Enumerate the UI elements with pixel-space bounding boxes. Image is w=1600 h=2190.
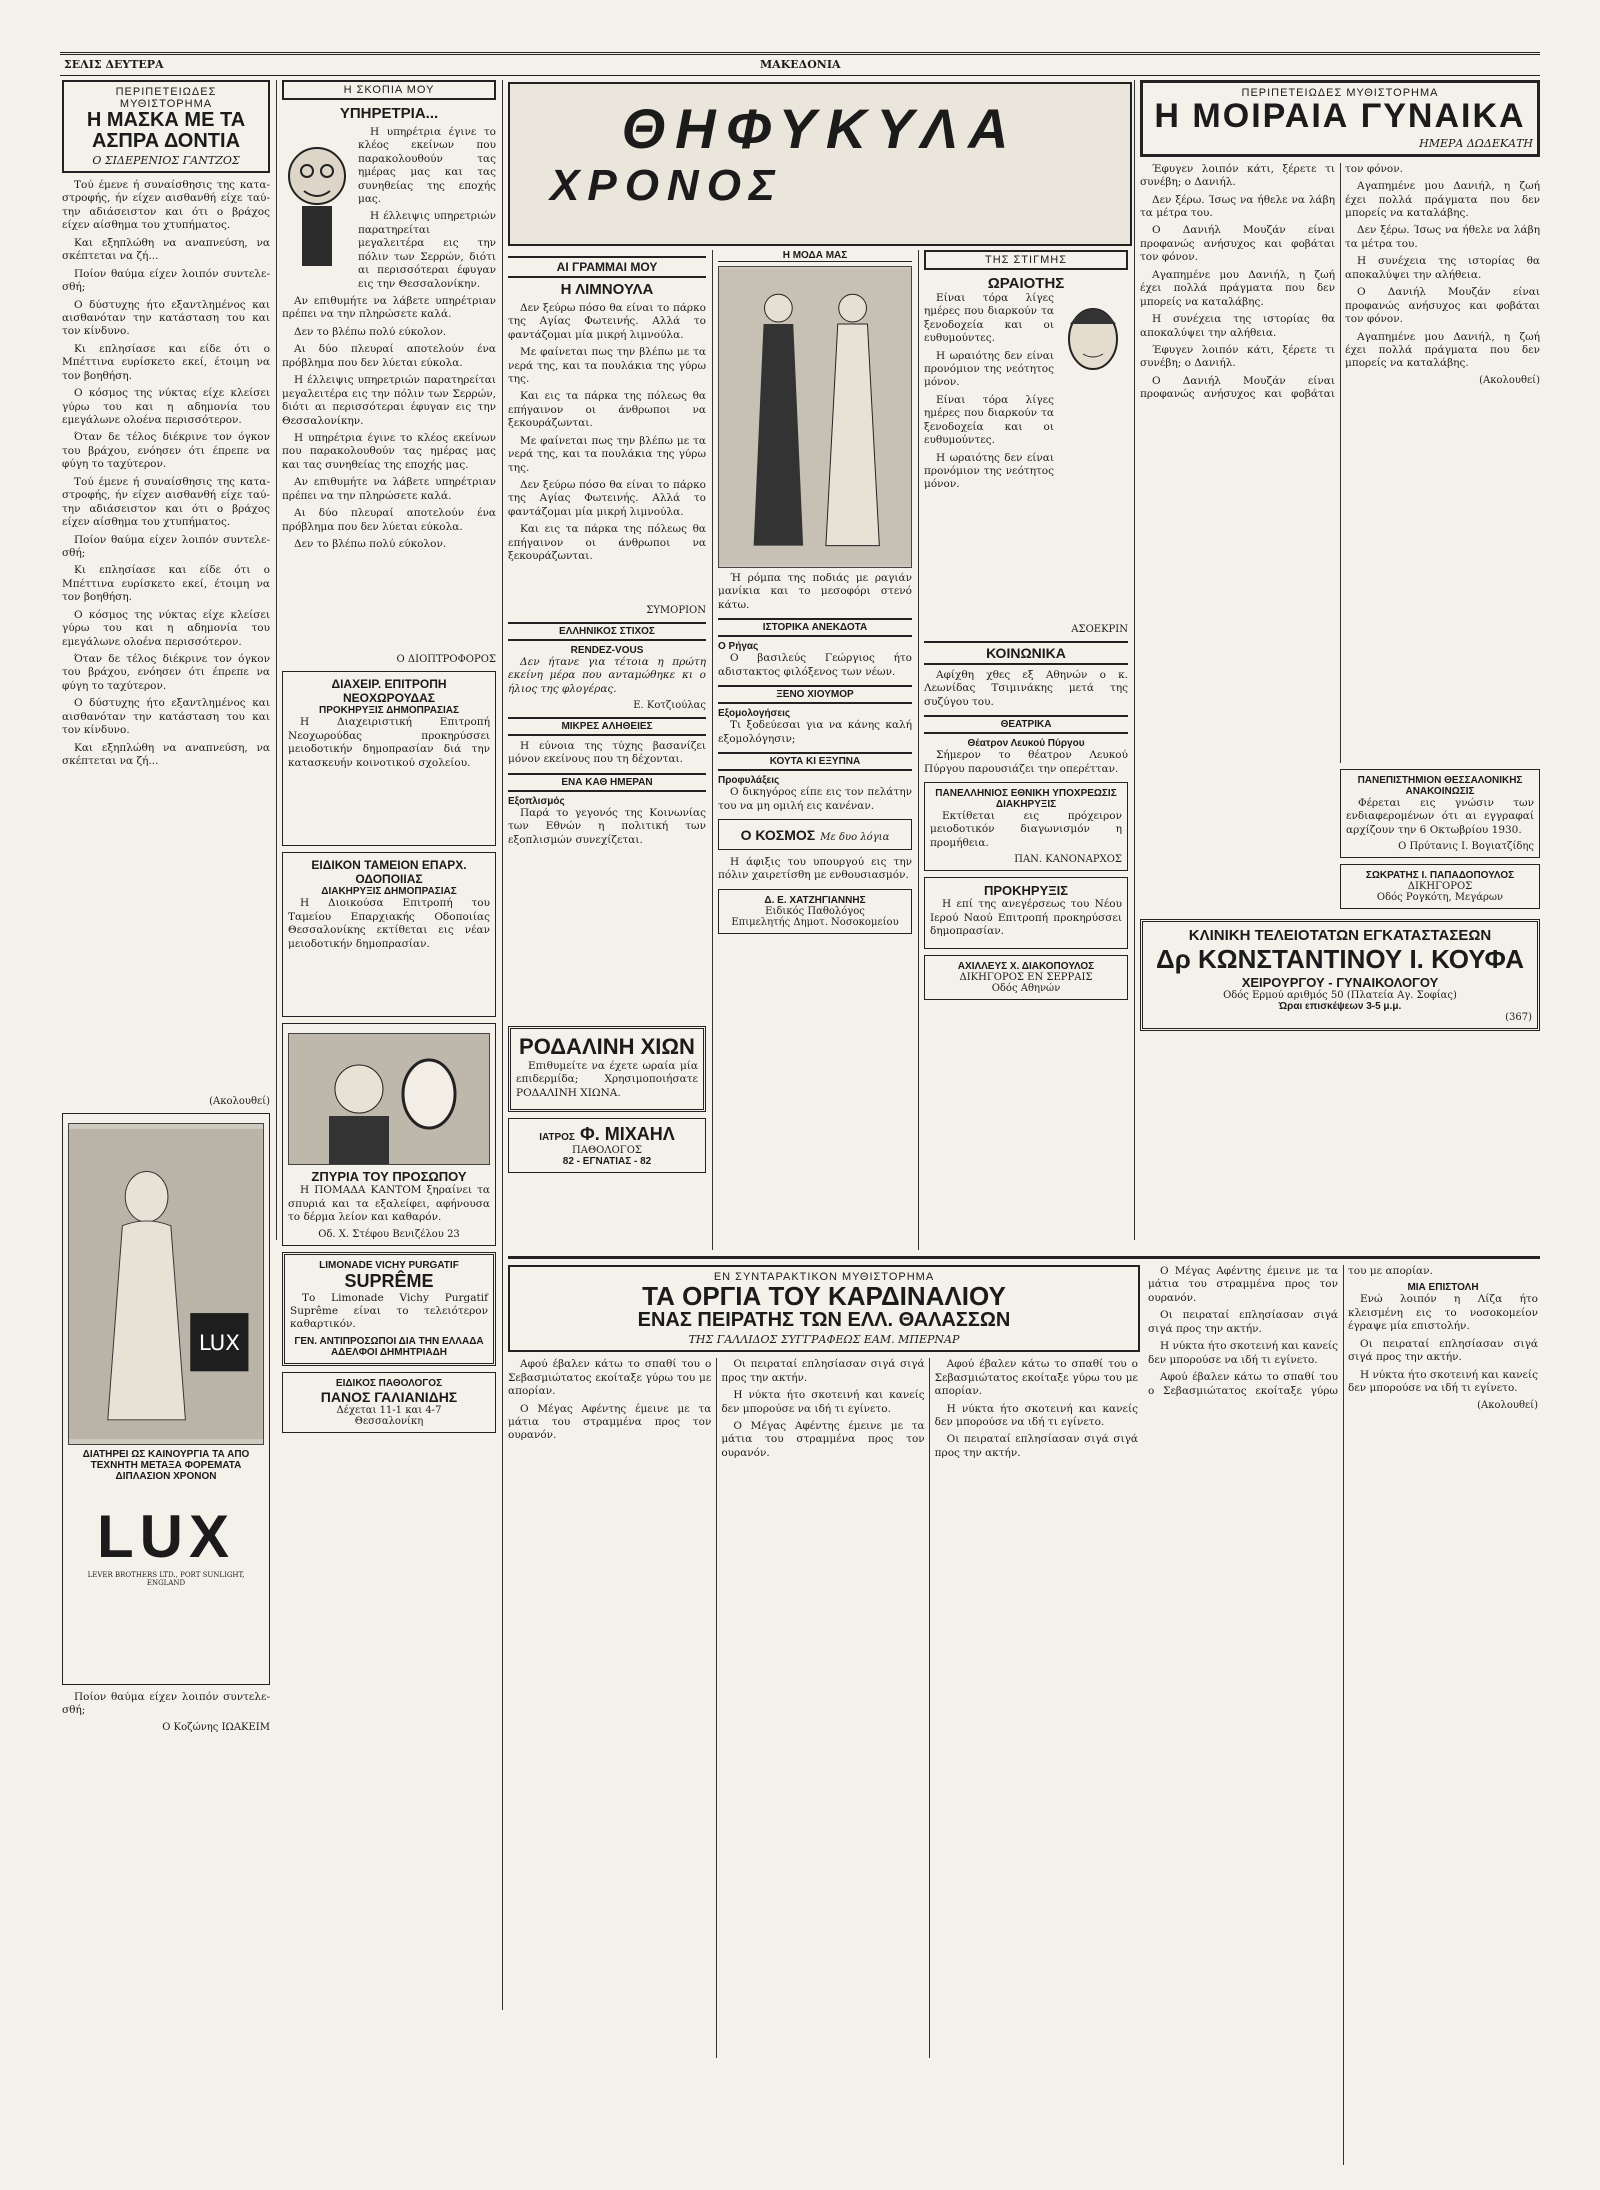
section-head: ΙΣΤΟΡΙΚΑ ΑΝΕΚΔΟΤΑ bbox=[718, 618, 912, 637]
column-rule bbox=[918, 250, 919, 1250]
paragraph: Αι δύο πλευραί αποτελούν ένα πρόβλημα που δεν λύεται εύκολα. bbox=[282, 507, 496, 533]
lawyer-name: ΑΧΙΛΛΕΥΣ Χ. ΔΙΑΚΟΠΟΥΛΟΣ bbox=[957, 960, 1095, 972]
notice-head: ΠΑΝΕΛΛΗΝΙΟΣ ΕΘΝΙΚΗ ΥΠΟΧΡΕΩΣΙΣ bbox=[935, 788, 1117, 799]
paragraph: Η νύκτα ήτο σκοτεινή και κανείς δεν μπορούσε να ιδή τι εγίνετο. bbox=[934, 1402, 1138, 1429]
paragraph: Αγαπημένε μου Δανιήλ, η ζωή έχει πολλά πράγματα που δεν μπορείς να καταλάβης. bbox=[1345, 180, 1540, 219]
serial-kicker: ΠΕΡΙΠΕΤΕΙΩΔΕΣ ΜΥΘΙΣΤΟΡΗΜΑ bbox=[1241, 87, 1439, 99]
section-kicker: ΑΙ ΓΡΑΜΜΑΙ ΜΟΥ bbox=[508, 256, 706, 278]
column-rule bbox=[502, 80, 503, 2010]
paragraph: Και εξηπλώθη να αναπνεύση, να σκέπτεται να ζή... bbox=[62, 236, 270, 263]
author-signature: ΑΣΟΕΚΡΙΝ bbox=[1071, 623, 1128, 635]
lawyer-title: ΔΙΚΗΓΟΡΟΣ ΕΝ ΣΕΡΡΑΙΣ bbox=[959, 971, 1093, 983]
humor-title: Εξομολογήσεις bbox=[718, 708, 791, 720]
anecdote-body: Ο βασιλεύς Γεώργιος ήτο αδιστακτος φιλόξενος των νέων. bbox=[718, 652, 912, 678]
notice-neochorouda bbox=[282, 671, 496, 846]
world-body: Η άφιξις του υπουργού εις την πόλιν χαιρετίσθη με ενθουσιασμόν. bbox=[718, 855, 912, 882]
doctor-name: Δ. Ε. ΧΑΤΖΗΓΙΑΝΝΗΣ bbox=[764, 894, 866, 906]
notice-body: Η Διοικούσα Επιτροπή του Ταμείου Επαρχιακής Οδοποιίας Θεσσαλονίκης εκτίθεται εις νέαν μειοδοτικήν δημοπρασίαν. bbox=[288, 897, 490, 950]
bottom-serial bbox=[508, 1256, 1540, 2179]
notice-head: ΠΑΝΕΠΙΣΤΗΜΙΟΝ ΘΕΣΣΑΛΟΝΙΚΗΣ bbox=[1357, 774, 1523, 786]
doctor-head: ΙΑΤΡΟΣ bbox=[539, 1132, 575, 1144]
article-title: ΥΠΗΡΕΤΡΙΑ... bbox=[339, 105, 439, 122]
clinic-address: Οδός Ερμού αριθμός 50 (Πλατεία Αγ. Σοφίας) bbox=[1223, 990, 1457, 1001]
doctor-head: ΕΙΔΙΚΟΣ ΠΑΘΟΛΟΓΟΣ bbox=[335, 1377, 443, 1389]
section-head: ΚΟΥΤΑ ΚΙ ΕΞΥΠΝΑ bbox=[718, 752, 912, 771]
paragraph: Η έλλειψις υπηρετριών παρατηρείται μεγαλειτέρα εις την πόλιν των Σερρών, διότι αι περισσότεραι έφυγαν εις την Θεσσαλονίκην. bbox=[358, 210, 496, 290]
header-center: ΜΑΚΕΔΟΝΙΑ bbox=[760, 58, 841, 71]
serial-author: ΤΗΣ ΓΑΛΛΙΔΟΣ ΣΥΓΓΡΑΦΕΩΣ ΕΑΜ. ΜΠΕΡΝΑΡ bbox=[688, 1333, 960, 1347]
daily-body: Παρά το γεγονός της Κοινωνίας των Εθνών η πολιτική των εξοπλισμών συνεχίζεται. bbox=[508, 806, 706, 846]
serial-header bbox=[62, 80, 270, 173]
notice-sub: ΑΝΑΚΟΙΝΩΣΙΣ bbox=[1405, 785, 1475, 797]
notice-head: ΕΙΔΙΚΟΝ ΤΑΜΕΙΟΝ ΕΠΑΡΧ. ΟΔΟΠΟΙΙΑΣ bbox=[311, 858, 467, 887]
paragraph: Αγαπημένε μου Δανιήλ, η ζωή έχει πολλά πράγματα που δεν μπορείς να καταλάβης. bbox=[1140, 268, 1335, 308]
mirror-woman-icon bbox=[289, 1034, 489, 1164]
paragraph: Δεν ξέρω. Ίσως να ήθελε να λάβη τα μέτρα του. bbox=[1140, 193, 1335, 219]
paragraph: Και εις τα πάρκα της πόλεως θα επήγαινον οι άνθρωποι να ξεκουράζωνται. bbox=[508, 390, 706, 430]
notice-sub: ΠΡΟΚΗΡΥΞΙΣ ΔΗΜΟΠΡΑΣΙΑΣ bbox=[319, 705, 459, 717]
lux-footer: LEVER BROTHERS LTD., PORT SUNLIGHT, ENGLAND bbox=[87, 1570, 245, 1587]
column-1 bbox=[62, 80, 270, 2170]
notice-head: ΠΡΟΚΗΡΥΞΙΣ bbox=[983, 883, 1069, 899]
paragraph: Ποίον θαύμα είχεν λοιπόν συντελεσθή; bbox=[62, 533, 270, 559]
paragraph: Όταν δε τέλος διέκρινε τον όγκον του βράχου, ενόησεν ότι έπρεπε να φύγη το ταχύτερον. bbox=[62, 653, 270, 692]
social-body: Αφίχθη χθες εξ Αθηνών ο κ. Λεωνίδας Τσιμινάκης μετά της συζύγου του. bbox=[924, 668, 1128, 708]
column-5 bbox=[924, 250, 1128, 1250]
serial-header bbox=[1140, 80, 1540, 157]
world-box bbox=[718, 819, 912, 850]
fashion-head: Η ΜΟΔΑ ΜΑΣ bbox=[718, 250, 912, 262]
paragraph: Αφού έβαλεν κάτω το σπαθί του ο Σεβασμιώτατος εκοίταξε γύρω του με απορίαν. bbox=[1148, 1265, 1433, 1397]
paragraph: Η συνέχεια της ιστορίας θα αποκαλύψει την αλήθεια. bbox=[1345, 255, 1540, 281]
clinic-spec: ΧΕΙΡΟΥΡΓΟΥ - ΓΥΝΑΙΚΟΛΟΓΟΥ bbox=[1241, 975, 1439, 990]
vichy-agent: ΓΕΝ. ΑΝΤΙΠΡΟΣΩΠΟΙ ΔΙΑ ΤΗΝ ΕΛΛΑΔΑ ΑΔΕΛΦΟΙ ΔΗΜΗΤΡΙΑΔΗ bbox=[294, 1335, 484, 1358]
filler-text-block bbox=[282, 374, 496, 654]
notice-head: ΔΙΑΧΕΙΡ. ΕΠΙΤΡΟΠΗ ΝΕΟΧΩΡΟΥΔΑΣ bbox=[331, 677, 447, 706]
paragraph: Ο Μέγας Αφέντης έμεινε με τα μάτια του στραμμένα προς τον ουρανόν. bbox=[1148, 1265, 1338, 1304]
daily-title: Εξοπλισμός bbox=[508, 795, 565, 807]
paragraph: Αν επιθυμήτε να λάβετε υπηρέτριαν πρέπει να την πληρώσετε καλά. bbox=[282, 295, 496, 321]
paragraph: Η νύκτα ήτο σκοτεινή και κανείς δεν μπορούσε να ιδή τι εγίνετο. bbox=[721, 1389, 925, 1415]
lawyer-title: ΔΙΚΗΓΟΡΟΣ bbox=[1407, 881, 1473, 892]
paragraph: Ο δύστυχης ήτο εξαντλημένος και αισθανόταν την κατάσταση του και τον κίνδυνο. bbox=[62, 298, 270, 338]
section-head: ΚΟΙΝΩΝΙΚΑ bbox=[924, 641, 1128, 665]
doctor-galianidis-ad bbox=[282, 1372, 496, 1433]
lux-advertisement bbox=[62, 1113, 270, 1685]
serial-title: Η ΜΟΙΡΑΙΑ ΓΥΝΑΙΚΑ bbox=[1154, 97, 1526, 135]
author-signature: ΣΥΜΟΡΙΟΝ bbox=[646, 604, 706, 616]
filler-text-block bbox=[62, 476, 270, 1096]
paragraph: Οι πειραταί επλησίασαν σιγά σιγά προς την ακτήν. bbox=[1348, 1337, 1538, 1364]
article-title: ΩΡΑΙΟΤΗΣ bbox=[987, 275, 1065, 292]
clinic-hours: Ώραι επισκέψεων 3-5 μ.μ. bbox=[1278, 1001, 1402, 1012]
clinic-code: (367) bbox=[1505, 1012, 1532, 1023]
rodalini-ad bbox=[508, 1026, 706, 1112]
paragraph: Ποίον θαύμα είχεν λοιπόν συντελεσθή; bbox=[62, 267, 270, 294]
continued-note: (Ακολουθεί) bbox=[209, 1095, 270, 1107]
proclamation-notice bbox=[924, 877, 1128, 948]
clinic-head: ΚΛΙΝΙΚΗ ΤΕΛΕΙΟΤΑΤΩΝ ΕΓΚΑΤΑΣΤΑΣΕΩΝ bbox=[1188, 927, 1492, 944]
masthead-bottom: ΧΡΟΝΟΣ bbox=[550, 161, 783, 210]
paragraph: Αφού έβαλεν κάτω το σπαθί του ο Σεβασμιώτατος εκοίταξε γύρω του με απορίαν. bbox=[508, 1358, 712, 1398]
paragraph: Η συνέχεια της ιστορίας θα αποκαλύψει την αλήθεια. bbox=[1140, 313, 1335, 339]
paragraph: Ο Δανιήλ Μουζάν είναι προφανώς ανήσυχος και φοβάται τον φόνον. bbox=[1140, 162, 1403, 401]
vichy-name: SUPRÊME bbox=[344, 1270, 434, 1291]
cinema-body: Ο δικηγόρος είπε εις τον πελάτην του να μη ομιλή εις κανέναν. bbox=[718, 786, 912, 812]
author-signature: Ο ΔΙΟΠΤΡΟΦΟΡΟΣ bbox=[396, 654, 496, 666]
lawyer-name: ΣΩΚΡΑΤΗΣ Ι. ΠΑΠΑΔΟΠΟΥΛΟΣ bbox=[1365, 870, 1515, 881]
doctor-spec: ΠΑΘΟΛΟΓΟΣ bbox=[572, 1145, 642, 1157]
serial-author: Ο ΣΙΔΕΡΕΝΙΟΣ ΓΑΝΤΖΟΣ bbox=[92, 154, 240, 167]
filler-text-block bbox=[924, 394, 1054, 624]
university-notice bbox=[1340, 769, 1540, 858]
section-head: ΜΙΚΡΕΣ ΑΛΗΘΕΙΕΣ bbox=[508, 717, 706, 736]
section-head: ΞΕΝΟ ΧΙΟΥΜΟΡ bbox=[718, 685, 912, 704]
continued-note: (Ακολουθεί) bbox=[1477, 1399, 1538, 1411]
section-head: ΕΛΛΗΝΙΚΟΣ ΣΤΙΧΟΣ bbox=[508, 622, 706, 641]
paragraph: Με φαίνεται πως την βλέπω με τα νερά της, και τα πουλάκια της γύρω της. bbox=[508, 346, 706, 385]
serial-title: ΤΑ ΟΡΓΙΑ ΤΟΥ ΚΑΡΔΙΝΑΛΙΟΥ bbox=[642, 1281, 1006, 1311]
paragraph: Οι πειραταί επλησίασαν σιγά σιγά προς την ακτήν. bbox=[934, 1433, 1138, 1459]
continued-note: (Ακολουθεί) bbox=[1479, 374, 1540, 386]
lady-portrait-icon bbox=[1058, 294, 1128, 404]
paragraph: Τού έμενε ή συναίσθησις της καταστροφής, ήν είχεν αισθανθή είχε ταύτην αδιάσειστον και ότι ο βράχος είχεν αίσθημα του χτυπήματος. bbox=[62, 179, 270, 232]
bottom-right-text bbox=[1148, 1265, 1538, 2165]
paragraph: Ο κόσμος της νύκτας είχε κλείσει γύρω του και η αδημονία του εμεγάλωνε ολοένα περισσότερον. bbox=[62, 387, 270, 426]
doctor-name: ΠΑΝΟΣ ΓΑΛΙΑΝΙΔΗΣ bbox=[320, 1388, 458, 1405]
header-left: ΣΕΛΙΣ ΔΕΥΤΕΡΑ bbox=[64, 58, 164, 71]
doctor-title: Ειδικός Παθολόγος bbox=[765, 905, 865, 917]
paragraph: Όταν δε τέλος διέκρινε τον όγκον του βράχου, ενόησεν ότι έπρεπε να φύγη το ταχύτερον. bbox=[62, 431, 270, 471]
notice-body: Η επί της ανεγέρσεως του Νέου Ιερού Ναού Επιτροπή προκηρύσσει δημοπρασίαν. bbox=[930, 898, 1122, 938]
notice-road-fund bbox=[282, 852, 496, 1017]
rodalini-body: Επιθυμείτε να έχετε ωραία μία επιδερμίδα; Χρησιμοποιήσατε ΡΟΔΑΛΙΝΗ ΧΙΩΝΑ. bbox=[516, 1060, 698, 1099]
fashion-text: Ή ρόμπα της ποδιάς με ραγιάν μανίκια και το μεσοφόρι στενό κάτω. bbox=[718, 572, 912, 611]
paragraph: Δεν ξέρω. Ίσως να ήθελε να λάβη τα μέτρα του. bbox=[1345, 224, 1540, 250]
column-kicker-box bbox=[924, 250, 1128, 270]
serial-kicker: ΕΝ ΣΥΝΤΑΡΑΚΤΙΚΟΝ ΜΥΘΙΣΤΟΡΗΜΑ bbox=[713, 1271, 935, 1283]
fashion-illustration bbox=[718, 266, 912, 568]
doctor-michail-ad bbox=[508, 1118, 706, 1173]
poem-title: RENDEZ-VOUS bbox=[570, 644, 644, 656]
paragraph: Η νύκτα ήτο σκοτεινή και κανείς δεν μπορούσε να ιδή τι εγίνετο. bbox=[1148, 1340, 1338, 1366]
doctor-chatzigiannis-ad bbox=[718, 889, 912, 934]
masthead-block bbox=[508, 82, 1132, 246]
paragraph: Αφού έβαλεν κάτω το σπαθί του ο Σεβασμιώτατος εκοίταξε γύρω του με απορίαν. bbox=[934, 1358, 1138, 1398]
column-kicker: ΤΗΣ ΣΤΙΓΜΗΣ bbox=[984, 254, 1068, 266]
paragraph: Αν επιθυμήτε να λάβετε υπηρέτριαν πρέπει να την πληρώσετε καλά. bbox=[282, 476, 496, 502]
paragraph: Είναι τόρα λίγες ημέρες που διαρκούν τα ξενοδοχεία και οι ευθυμούντες. bbox=[924, 291, 1054, 345]
paragraph: Είναι τόρα λίγες ημέρες που διαρκούν τα ξενοδοχεία και οι ευθυμούντες. bbox=[924, 393, 1054, 447]
pomada-advertisement bbox=[282, 1023, 496, 1245]
truths-body: Η εύνοια της τύχης βασανίζει μόνον εκείνους που τη δέχονται. bbox=[508, 740, 706, 766]
paragraph: Έφυγεν λοιπόν κάτι, ξέρετε τι συνέβη; ο Δανιήλ. bbox=[1140, 343, 1335, 370]
serial-title: Η ΜΑΣΚΑ ΜΕ ΤΑ ΑΣΠΡΑ ΔΟΝΤΙΑ bbox=[86, 109, 246, 152]
paragraph: Αι δύο πλευραί αποτελούν ένα πρόβλημα που δεν λύεται εύκολα. bbox=[282, 343, 496, 369]
svg-text:LUX: LUX bbox=[198, 1330, 240, 1356]
doctor-name-line bbox=[514, 1124, 700, 1145]
column-4 bbox=[718, 250, 912, 1250]
doctor-hours: Δέχεται 11-1 και 4-7 bbox=[336, 1404, 442, 1416]
pomada-body: Η ΠΟΜΑΔΑ ΚΑΝΤΟΜ ξηραίνει τα σπυριά και τα εξαλείφει, αφήνουσα το δέρμα λείον και καθαρόν. bbox=[288, 1184, 490, 1224]
vichy-body: Το Limonade Vichy Purgatif Suprême είναι το τελειότερον καθαρτικόν. bbox=[290, 1291, 488, 1331]
lux-tagline: ΔΙΑΤΗΡΕΙ ΩΣ ΚΑΙΝΟΥΡΓΙΑ ΤΑ ΑΠΟ ΤΕΧΝΗΤΗ ΜΕΤΑΞΑ ΦΟΡΕΜΑΤΑ ΔΙΠΛΑΣΙΟΝ ΧΡΟΝΟΝ bbox=[82, 1448, 250, 1482]
notice-sub: ΔΙΑΚΗΡΥΞΙΣ ΔΗΜΟΠΡΑΣΙΑΣ bbox=[321, 886, 457, 898]
section-head: ΘΕΑΤΡΙΚΑ bbox=[924, 715, 1128, 734]
cinema-title: Προφυλάξεις bbox=[718, 775, 780, 787]
column-6 bbox=[1140, 80, 1540, 1250]
poem-body: Δεν ήτανε για τέτοια η πρώτη εκείνη μέρα που ανταμώθηκε κι ο ήλιος της φλογέρας. bbox=[508, 655, 706, 695]
author-signature: Ο Κοζώνης ΙΩΑΚΕΙΜ bbox=[162, 1721, 270, 1733]
paragraph: Ο κόσμος της νύκτας είχε κλείσει γύρω του και η αδημονία του εμεγάλωνε ολοένα περισσότερον. bbox=[62, 608, 270, 648]
paragraph: Η ωραιότης δεν είναι προνόμιον της νεότητος μόνον. bbox=[924, 451, 1054, 491]
anecdote-title: Ο Ρήγας bbox=[718, 641, 759, 653]
section-head: ΕΝΑ ΚΑΘ ΗΜΕΡΑΝ bbox=[508, 773, 706, 792]
serial-subtitle: ΕΝΑΣ ΠΕΙΡΑΤΗΣ ΤΩΝ ΕΛΛ. ΘΑΛΑΣΣΩΝ bbox=[637, 1309, 1011, 1332]
paragraph: Ο Μέγας Αφέντης έμεινε με τα μάτια του στραμμένα προς τον ουρανόν. bbox=[721, 1420, 925, 1459]
paragraph: Ποίον θαύμα είχεν λοιπόν συντελεσθή; bbox=[62, 1690, 270, 1717]
doctor-city: Θεσσαλονίκη bbox=[354, 1415, 424, 1427]
lux-illustration bbox=[68, 1123, 264, 1445]
humor-body: Τι ξοδεύεσαι για να κάνης καλή εξομολόγησιν; bbox=[718, 719, 912, 745]
theatre-title: Θέατρον Λευκού Πύργου bbox=[967, 738, 1085, 750]
national-notice bbox=[924, 782, 1128, 871]
paragraph: Δεν ξεύρω πόσο θα είναι το πάρκο της Αγίας Φωτεινής. Αλλά το φαντάζομαι μία μικρή λιμνούλα. bbox=[508, 479, 706, 518]
column-kicker: Η ΣΚΟΠΙΑ ΜΟΥ bbox=[343, 84, 435, 96]
fashion-figures-icon bbox=[719, 267, 911, 567]
clinic-koufa-ad bbox=[1140, 919, 1540, 1031]
paragraph: Αγαπημένε μου Δανιήλ, η ζωή έχει πολλά πράγματα που δεν μπορείς να καταλάβης. bbox=[1345, 330, 1540, 370]
serial-kicker: ΠΕΡΙΠΕΤΕΙΩΔΕΣ ΜΥΘΙΣΤΟΡΗΜΑ bbox=[115, 86, 217, 110]
lawyer-diakopoulos-ad bbox=[924, 955, 1128, 1000]
article-title: Η ΛΙΜΝΟΥΛΑ bbox=[560, 281, 654, 298]
paragraph: Δεν το βλέπω πολύ εύκολον. bbox=[294, 538, 447, 550]
pomada-contact: Οδ. Χ. Στέφου Βενιζέλου 23 bbox=[318, 1228, 460, 1240]
column-3-ads bbox=[508, 1020, 706, 1250]
paragraph: Δεν ξεύρω πόσο θα είναι το πάρκο της Αγίας Φωτεινής. Αλλά το φαντάζομαι μία μικρή λιμνούλα. bbox=[508, 301, 706, 341]
letter-body: Ενώ λοιπόν η Λίζα ήτο κλεισμένη εις το νοσοκομείον έγραψε μία επιστολήν. bbox=[1348, 1293, 1538, 1333]
vichy-head: LIMONADE VICHY PURGATIF bbox=[319, 1259, 459, 1271]
lawyer-addr: Οδός Αθηνών bbox=[991, 982, 1061, 994]
bottom-left-text bbox=[508, 1358, 1138, 2058]
theatre-body: Σήμερον το θέατρον Λευκού Πύργου παρουσιάζει την οπερέτταν. bbox=[924, 749, 1128, 775]
notice-body: Φέρεται εις γνώσιν των ενδιαφερομένων ότι αι εγγραφαί αρχίζουν την 6 Οκτωβρίου 1930. bbox=[1346, 796, 1534, 836]
notice-sign: Ο Πρύτανις Ι. Βογιατζίδης bbox=[1398, 841, 1534, 852]
paragraph: Τού έμενε ή συναίσθησις της καταστροφής, ήν είχεν αισθανθή είχε ταύτην αδιάσειστον και ότι ο βράχος είχεν αίσθημα του χτυπήματος. bbox=[62, 475, 270, 529]
paragraph: Οι πειραταί επλησίασαν σιγά σιγά προς την ακτήν. bbox=[721, 1358, 925, 1384]
serial-subtitle: ΗΜΕΡΑ ΔΩΔΕΚΑΤΗ bbox=[1419, 136, 1533, 150]
notice-body: Εκτίθεται εις πρόχειρον μειοδοτικόν διαγωνισμόν η προμήθεια. bbox=[930, 810, 1122, 849]
paragraph: Και εις τα πάρκα της πόλεως θα επήγαινον οι άνθρωποι να ξεκουράζωνται. bbox=[508, 523, 706, 563]
clinic-doctor: Δρ ΚΩΝΣΤΑΝΤΙΝΟΥ Ι. ΚΟΥΦΑ bbox=[1156, 944, 1524, 974]
paragraph: Η υπηρέτρια έγινε το κλέος εκείνων που παρακολουθούν τας ημέρας μας και τας συνηθείας της εποχής μας. bbox=[282, 431, 496, 471]
paragraph: Κι επλησίασε και είδε ότι ο Μπέττινα ευρίσκετο εκεί, έτοιμη να τον βοηθήση. bbox=[62, 564, 270, 604]
paragraph: Έφυγεν λοιπόν κάτι, ξέρετε τι συνέβη; ο Δανιήλ. bbox=[1140, 162, 1335, 189]
paragraph: Η νύκτα ήτο σκοτεινή και κανείς δεν μπορούσε να ιδή τι εγίνετο. bbox=[1348, 1368, 1538, 1395]
lawyer-addr: Οδός Ρογκότη, Μεγάρων bbox=[1376, 892, 1504, 903]
column-rule bbox=[712, 250, 713, 1250]
masthead-top: ΘΗΦΥΚΥΛΑ bbox=[621, 97, 1019, 160]
paragraph: Η υπηρέτρια έγινε το κλέος εκείνων που παρακολουθούν τας ημέρας μας και τας συνηθείας της εποχής μας. bbox=[358, 125, 496, 205]
paragraph: Ο Δανιήλ Μουζάν είναι προφανώς ανήσυχος και φοβάται τον φόνον. bbox=[1345, 286, 1540, 326]
paragraph: Η ωραιότης δεν είναι προνόμιον της νεότητος μόνον. bbox=[924, 349, 1054, 389]
rodalini-title: ΡΟΔΑΛΙΝΗ ΧΙΩΝ bbox=[519, 1034, 695, 1059]
world-sub: Με δυο λόγια bbox=[820, 831, 890, 843]
paragraph: Με φαίνεται πως την βλέπω με τα νερά της, και τα πουλάκια της γύρω της. bbox=[508, 434, 706, 474]
paragraph: Δεν το βλέπω πολύ εύκολον. bbox=[294, 325, 447, 338]
vichy-advertisement bbox=[282, 1252, 496, 1366]
bottom-serial-header bbox=[508, 1265, 1140, 1352]
portrait-illustration bbox=[1058, 294, 1128, 404]
paragraph: Ο δύστυχης ήτο εξαντλημένος και αισθανόταν την κατάσταση του και τον κίνδυνο. bbox=[62, 697, 270, 737]
poem-author: Ε. Κοτζιούλας bbox=[633, 700, 706, 711]
notice-body: Η Διαχειριστική Επιτροπή Νεοχωρούδας προκηρύσσει μειοδοτικήν δημοπρασίαν διά την κατασκευήν κοινοτικού σχολείου. bbox=[288, 716, 490, 769]
woman-figure-icon bbox=[69, 1124, 263, 1444]
pomada-title: ΖΠΥΡΙΑ ΤΟΥ ΠΡΟΣΩΠΟΥ bbox=[311, 1169, 467, 1185]
letter-head: ΜΙΑ ΕΠΙΣΤΟΛΗ bbox=[1407, 1282, 1479, 1294]
doctor-addr: 82 - ΕΓΝΑΤΙΑΣ - 82 bbox=[562, 1156, 652, 1168]
paragraph: Η έλλειψις υπηρετριών παρατηρείται μεγαλειτέρα εις την πόλιν των Σερρών, διότι αι περισσότεραι έφυγαν εις την Θεσσαλονίκην. bbox=[282, 374, 496, 427]
doctor-body: Επιμελητής Δημοτ. Νοσοκομείου bbox=[731, 916, 899, 928]
world-head: Ο ΚΟΣΜΟΣ bbox=[740, 826, 816, 843]
column-rule bbox=[276, 80, 277, 1240]
page-header bbox=[60, 52, 1540, 76]
lawyer-papadopoulos-ad bbox=[1340, 864, 1540, 909]
doctor-name: Φ. ΜΙΧΑΗΛ bbox=[580, 1124, 675, 1145]
paragraph: Κι επλησίασε και είδε ότι ο Μπέττινα ευρίσκετο εκεί, έτοιμη να τον βοηθήση. bbox=[62, 342, 270, 382]
pomada-illustration bbox=[288, 1033, 490, 1165]
caricature-illustration bbox=[282, 126, 352, 276]
notice-sub: ΔΙΑΚΗΡΥΞΙΣ bbox=[995, 799, 1057, 810]
column-2 bbox=[282, 80, 496, 2170]
paragraph: Και εξηπλώθη να αναπνεύση, να σκέπτεται να ζή... bbox=[62, 741, 270, 768]
paragraph: Ο Μέγας Αφέντης έμεινε με τα μάτια του στραμμένα προς τον ουρανόν. bbox=[508, 1402, 712, 1442]
paragraph: Οι πειραταί επλησίασαν σιγά σιγά προς την ακτήν. bbox=[1148, 1309, 1338, 1335]
caricature-face-icon bbox=[282, 126, 352, 276]
lux-brand: LUX bbox=[97, 1502, 235, 1570]
serial-text bbox=[1140, 163, 1540, 763]
paragraph: Ο Δανιήλ Μουζάν είναι προφανώς ανήσυχος και φοβάται τον φόνον. bbox=[1140, 224, 1335, 264]
filler-text-block bbox=[508, 435, 706, 605]
notice-sign: ΠΑΝ. ΚΑΝΟΝΑΡΧΟΣ bbox=[1014, 854, 1122, 866]
column-rule bbox=[1134, 80, 1135, 1240]
column-kicker-box bbox=[282, 80, 496, 100]
